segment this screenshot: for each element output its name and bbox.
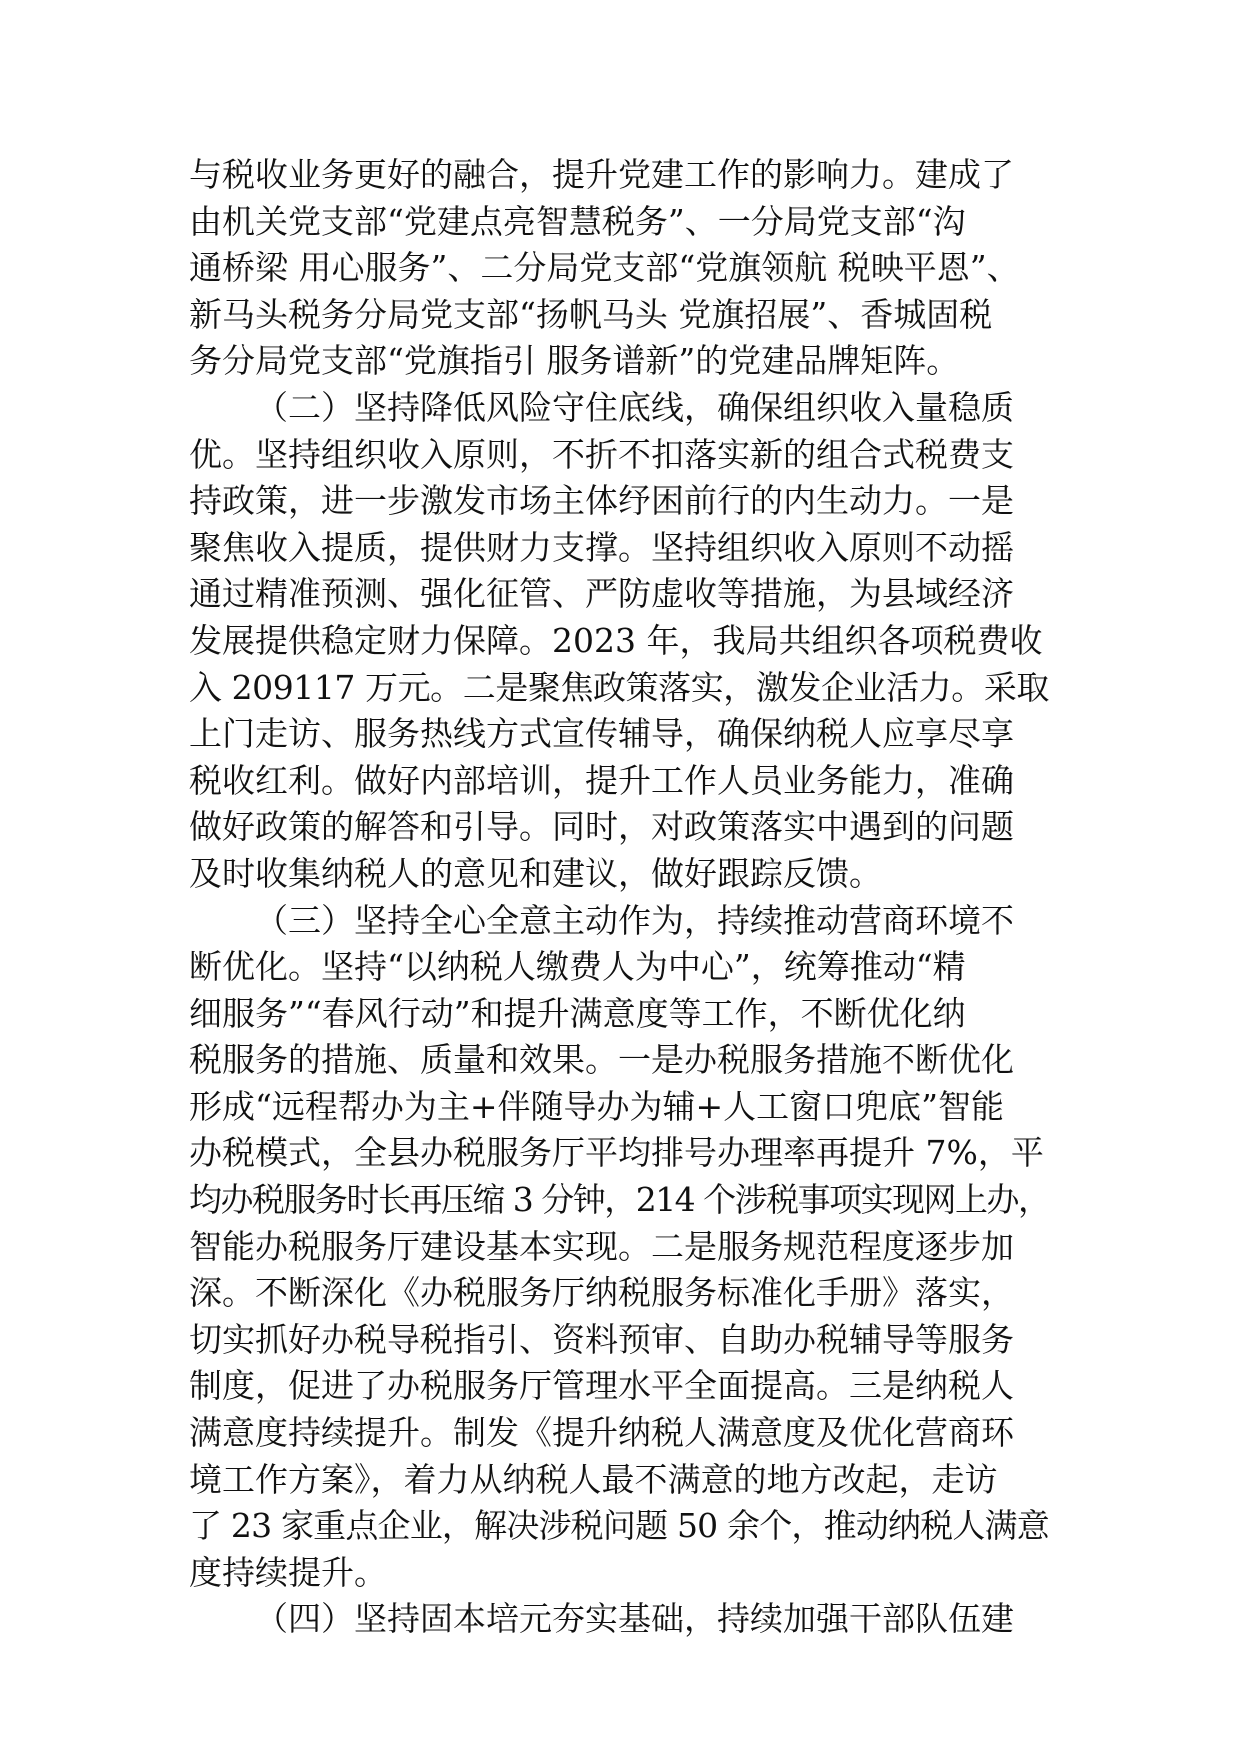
body-text-line: 智能办税服务厅建设基本实现。二是服务规范程度逐步加 [189,1226,1014,1266]
body-text-line: 切实抓好办税导税指引、资料预审、自助办税辅导等服务 [189,1319,1014,1359]
body-text-line: 优。坚持组织收入原则，不折不扣落实新的组合式税费支 [189,434,1014,474]
document-body [189,152,1049,1643]
body-text-line: 了 23 家重点企业，解决涉税问题 50 余个，推动纳税人满意 [189,1506,1049,1546]
body-text-line: 形成“远程帮办为主+伴随导办为辅+人工窗口兜底”智能 [189,1086,1005,1126]
body-text-line: 入 209117 万元。二是聚焦政策落实，激发企业活力。采取 [189,667,1049,707]
body-text-line: 做好政策的解答和引导。同时，对政策落实中遇到的问题 [189,807,1014,847]
body-text-line: 断优化。坚持“以纳税人缴费人为中心”，统筹推动“精 [189,947,966,987]
body-text-line: 办税模式，全县办税服务厅平均排号办理率再提升 7%，平 [189,1133,1044,1173]
body-text-line: 细服务”“春风行动”和提升满意度等工作，不断优化纳 [189,993,966,1033]
body-text-line: 境工作方案》，着力从纳税人最不满意的地方改起，走访 [189,1459,998,1499]
section-heading-line: （三）坚持全心全意主动作为，持续推动营商环境不 [255,900,1014,940]
body-text-line: 上门走访、服务热线方式宣传辅导，确保纳税人应享尽享 [189,714,1014,754]
body-text-line: 由机关党支部“党建点亮智慧税务”、一分局党支部“沟 [189,201,966,241]
body-text-line: 与税收业务更好的融合，提升党建工作的影响力。建成了 [189,155,1014,194]
body-text-line: 聚焦收入提质，提供财力支撑。坚持组织收入原则不动摇 [189,527,1014,567]
body-text-line: 制度，促进了办税服务厅管理水平全面提高。三是纳税人 [189,1366,1014,1406]
body-text-line: 及时收集纳税人的意见和建议，做好跟踪反馈。 [189,853,882,893]
body-text-line: 深。不断深化《办税服务厅纳税服务标准化手册》落实， [189,1273,1014,1313]
body-text-line: 通过精准预测、强化征管、严防虚收等措施，为县域经济 [189,574,1014,614]
body-text-line: 务分局党支部“党旗指引 服务谱新”的党建品牌矩阵。 [189,341,960,381]
body-text-line: 均办税服务时长再压缩 3 分钟，214 个涉税事项实现网上办， [189,1180,1050,1220]
body-text-line: 税服务的措施、质量和效果。一是办税服务措施不断优化 [189,1040,1014,1080]
body-text-line: 度持续提升。 [189,1552,387,1592]
body-text-line: 通桥梁 用心服务”、二分局党支部“党旗领航 税映平恩”、 [189,248,1020,288]
body-text-line: 持政策，进一步激发市场主体纾困前行的内生动力。一是 [189,481,1014,521]
section-heading-line: （四）坚持固本培元夯实基础，持续加强干部队伍建 [255,1599,1014,1639]
body-text-line: 满意度持续提升。制发《提升纳税人满意度及优化营商环 [189,1413,1014,1453]
body-text-line: 发展提供稳定财力保障。2023 年，我局共组织各项税费收 [189,620,1043,660]
body-text-line: 新马头税务分局党支部“扬帆马头 党旗招展”、香城固税 [189,294,993,334]
body-text-line: 税收红利。做好内部培训，提升工作人员业务能力，准确 [189,760,1014,800]
section-heading-line: （二）坚持降低风险守住底线，确保组织收入量稳质 [255,387,1014,427]
